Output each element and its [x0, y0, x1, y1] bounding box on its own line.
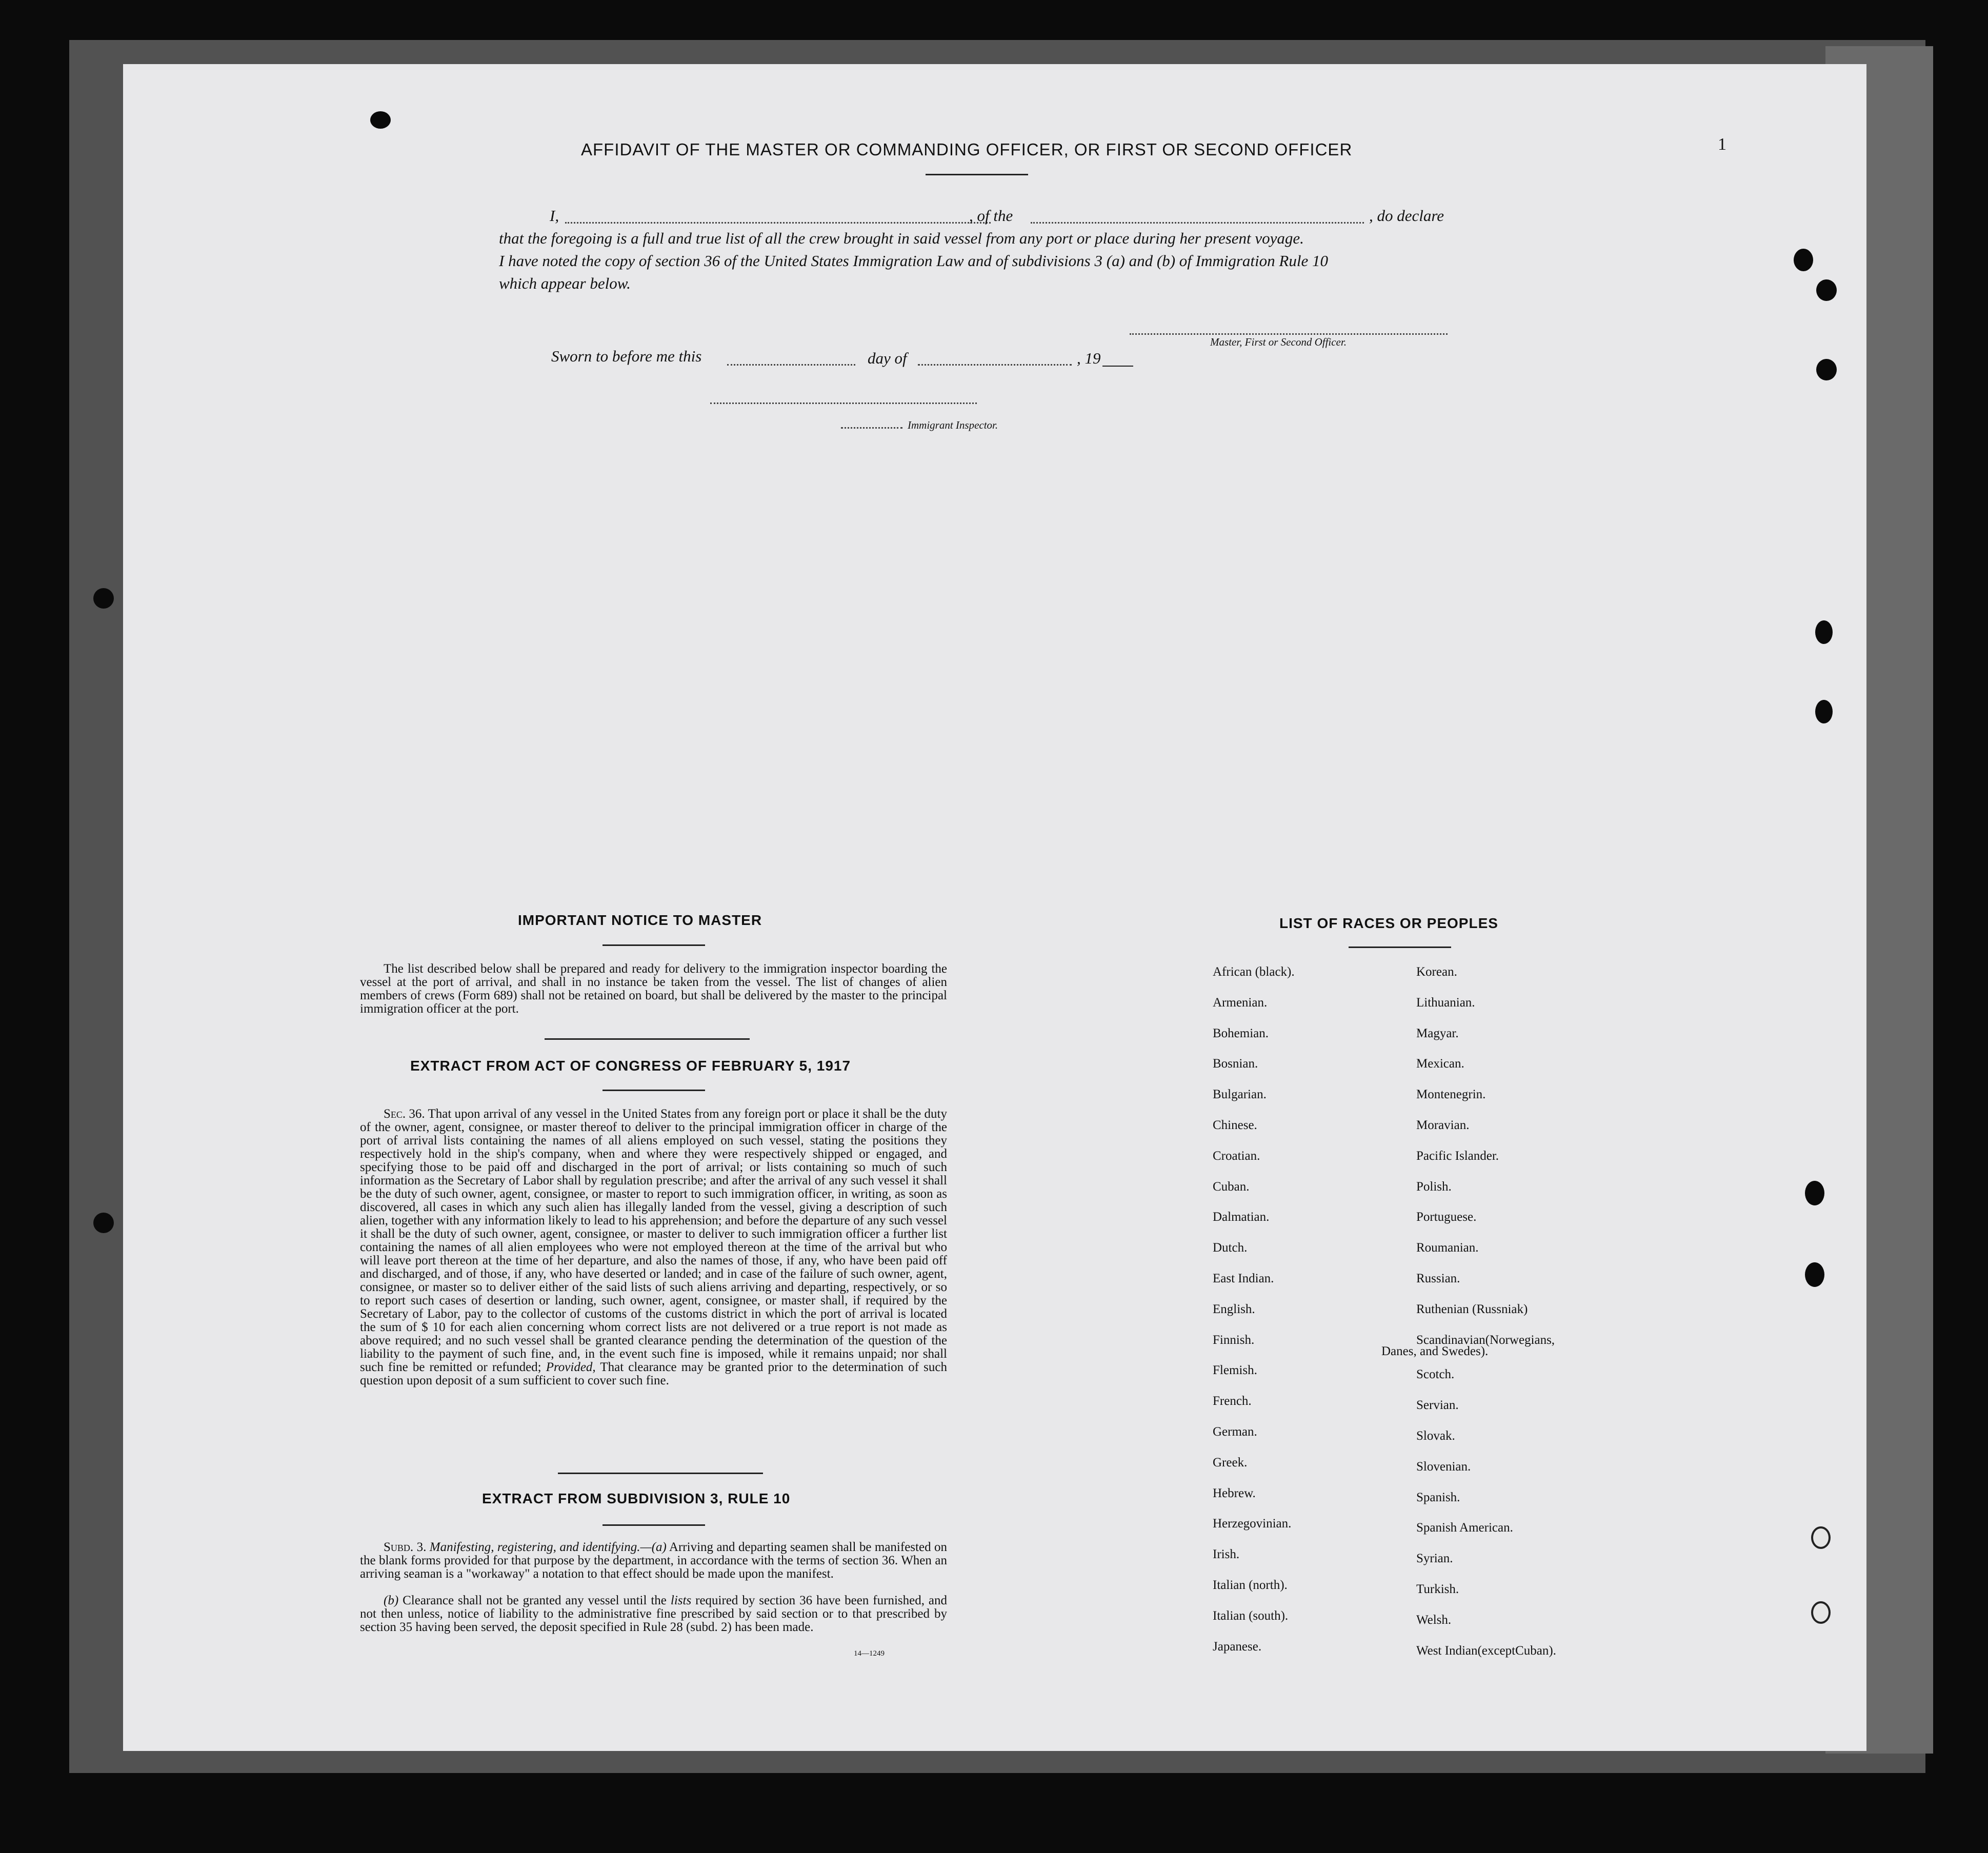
binder-hole-right-6	[1805, 1181, 1824, 1205]
binder-hole-right-1	[1794, 249, 1813, 271]
act-sec-label: Sec. 36.	[384, 1107, 425, 1121]
binder-hole-top-left	[370, 111, 391, 129]
race-item: Russian.	[1416, 1272, 1460, 1285]
race-item: Polish.	[1416, 1180, 1452, 1194]
master-signature-label: Master, First or Second Officer.	[1210, 336, 1347, 348]
rule-b-text-2: required by section 36 have been furnished, and not then unless, notice of liability to the administrative fine prescribed by said section or to that prescribed by section 35 having been served, the deposit specified in Rule 28 (subd. 2) has been made.	[360, 1594, 948, 1634]
page-number: 1	[1718, 135, 1726, 154]
year-blank[interactable]	[1102, 366, 1133, 367]
race-item: Pacific Islander.	[1416, 1149, 1499, 1163]
binder-hole-right-4	[1815, 620, 1833, 644]
race-item: Montenegrin.	[1416, 1087, 1486, 1101]
binder-hole-right-9	[1811, 1601, 1831, 1624]
vessel-blank-line[interactable]	[1031, 222, 1364, 224]
year-label: , 19	[1077, 349, 1101, 367]
affidavit-title: AFFIDAVIT OF THE MASTER OR COMMANDING OFFICER, OR FIRST OR SECOND OFFICER	[581, 140, 1353, 159]
race-item: Lithuanian.	[1416, 996, 1475, 1010]
affidavit-i-label: I,	[550, 207, 559, 225]
race-item: Korean.	[1416, 965, 1457, 979]
notice-heading: IMPORTANT NOTICE TO MASTER	[518, 912, 762, 928]
inspector-label: Immigrant Inspector.	[908, 419, 998, 431]
race-item: English.	[1213, 1302, 1255, 1316]
race-item: Italian (south).	[1213, 1609, 1289, 1623]
form-code: 14—1249	[854, 1649, 885, 1658]
race-item: Mexican.	[1416, 1057, 1464, 1071]
binder-hole-left-2	[93, 1213, 114, 1233]
rule-subd-title: Manifesting, registering, and identifying.—(a)	[429, 1540, 667, 1554]
section-divider-2	[558, 1473, 763, 1474]
act-provided-text: That clearance may be granted prior to the determination of such question upon deposit of a sum sufficient to cover such fine.	[360, 1360, 948, 1387]
race-item: Herzegovinian.	[1213, 1517, 1292, 1530]
race-item: Welsh.	[1416, 1613, 1452, 1627]
race-item: Irish.	[1213, 1547, 1240, 1561]
race-item: German.	[1213, 1425, 1257, 1439]
binder-hole-right-3	[1816, 359, 1837, 380]
act-text: That upon arrival of any vessel in the United States from any foreign port or place it shall be the duty of the owner, agent, consignee, or master thereof to deliver to the principal immigration officer in charge of the port of arrival lists containing the names of all aliens employed on such vessel, stating the positions they respectively hold in the ship's company, when and where they were respectively shipped or engaged, and specifying those to be paid off and discharged in the port of arrival; or lists containing so much of such information as the Secretary of Labor shall by regulation prescribe; and after the arrival of any such vessel it shall be the duty of such owner, agent, consignee, or master to report to such immigration officer, in writing, as soon as discovered, all cases in which any such alien has illegally landed from the vessel, giving a description of such alien, together with any information likely to lead to his apprehension; and before the departure of any such vessel it shall be the duty of such owner, agent, consignee, or master to deliver to such immigration officer a further list containing the names of all alien employees who were not employed thereon at the time of the arrival but who will leave port thereon at the time of her departure, and also the names of those, if any, who have been paid off and discharged, and of those, if any, who have deserted or landed; and in case of the failure of such owner, agent, consignee, or master so to deliver either of the said lists of such aliens arriving and departing, respectively, or so to report such cases of desertion or landing, such owner, agent, consignee, or master shall, if required by the Secretary of Labor, pay to the collector of customs of the customs district in which the port of arrival is located the sum of $ 10 for each alien concerning whom correct lists are not delivered or a true report is not made as above required; and no such vessel shall be granted clearance pending the determination of the question of the liability to the payment of such fine, and, in the event such fine is imposed, while it remains unpaid; nor shall such fine be remitted or refunded;	[360, 1107, 947, 1374]
race-item: Flemish.	[1213, 1363, 1257, 1377]
binder-hole-right-7	[1805, 1262, 1824, 1287]
day-of-label: day of	[868, 349, 907, 367]
rule-b-label: (b)	[384, 1594, 399, 1607]
rule-b-block	[360, 1594, 947, 1634]
rule-b-lists: lists	[670, 1594, 692, 1607]
notice-text: The list described below shall be prepared and ready for delivery to the immigration inspector boarding the vessel at the port of arrival, and shall in no instance be taken from the vessel. The list of changes of alien members of crews (Form 689) shall not be retained on board, but shall be delivered by the master to the principal immigration officer at the port.	[360, 962, 947, 1016]
race-item: Chinese.	[1213, 1118, 1257, 1132]
rule-subd-text: Arriving and departing seamen shall be manifested on the blank forms provided for that purpose by the department, in accordance with the terms of section 36. When an arriving seaman is a "workaway" a notation to that effect should be made upon the manifest.	[360, 1540, 948, 1581]
race-item: Italian (north).	[1213, 1578, 1288, 1592]
race-item: Servian.	[1416, 1398, 1459, 1412]
race-item: Japanese.	[1213, 1640, 1262, 1654]
race-item: Dalmatian.	[1213, 1210, 1270, 1224]
race-item: Scandinavian(Norwegians,	[1416, 1333, 1555, 1347]
act-provided-label: Provided,	[546, 1360, 596, 1374]
race-item: Roumanian.	[1416, 1241, 1479, 1255]
races-heading: LIST OF RACES OR PEOPLES	[1279, 915, 1498, 931]
race-item: Magyar.	[1416, 1026, 1459, 1040]
master-signature-line[interactable]	[1130, 333, 1448, 335]
race-item: African (black).	[1213, 965, 1295, 979]
race-item: Moravian.	[1416, 1118, 1470, 1132]
act-heading-rule	[603, 1090, 705, 1091]
binder-hole-right-8	[1811, 1526, 1831, 1549]
affidavit-do-declare: , do declare	[1369, 207, 1444, 225]
sworn-day-blank[interactable]	[727, 364, 855, 366]
race-item: Slovenian.	[1416, 1460, 1471, 1474]
race-item: Portuguese.	[1416, 1210, 1477, 1224]
race-item: Spanish.	[1416, 1491, 1460, 1504]
affidavit-line-3: I have noted the copy of section 36 of the United States Immigration Law and of subdivisions 3 (a) and (b) of Immigration Rule 10	[499, 252, 1328, 270]
sworn-label: Sworn to before me this	[551, 347, 702, 365]
race-item: Syrian.	[1416, 1552, 1453, 1565]
race-item: Bohemian.	[1213, 1026, 1269, 1040]
race-item: Cuban.	[1213, 1180, 1250, 1194]
race-item: Slovak.	[1416, 1429, 1455, 1443]
section-divider-1	[545, 1038, 750, 1040]
binder-hole-right-2	[1816, 279, 1837, 301]
affidavit-line-4: which appear below.	[499, 274, 631, 292]
sworn-month-blank[interactable]	[918, 364, 1072, 366]
race-item: West Indian(exceptCuban).	[1416, 1644, 1556, 1658]
race-item: Hebrew.	[1213, 1486, 1256, 1500]
document-page	[123, 64, 1866, 1751]
race-item: French.	[1213, 1394, 1252, 1408]
race-item: Ruthenian (Russniak)	[1416, 1302, 1528, 1316]
title-underline	[926, 174, 1028, 175]
name-blank-line[interactable]	[565, 222, 991, 224]
inspector-label-leader	[841, 427, 902, 429]
rule-heading: EXTRACT FROM SUBDIVISION 3, RULE 10	[482, 1491, 791, 1506]
race-item: Bosnian.	[1213, 1057, 1258, 1071]
rule-subd-label: Subd. 3.	[384, 1540, 427, 1554]
rule-subd-block	[360, 1541, 947, 1581]
affidavit-line-2: that the foregoing is a full and true list of all the crew brought in said vessel from any port or place during her present voyage.	[499, 229, 1304, 247]
races-heading-rule	[1349, 946, 1451, 948]
race-item: Spanish American.	[1416, 1521, 1513, 1535]
race-item: Armenian.	[1213, 996, 1268, 1010]
notice-heading-rule	[603, 944, 705, 946]
inspector-signature-line[interactable]	[710, 402, 977, 404]
race-scandinavian-continuation: Danes, and Swedes).	[1381, 1344, 1489, 1358]
race-item: Dutch.	[1213, 1241, 1248, 1255]
act-text-block	[360, 1107, 947, 1387]
binder-hole-left-1	[93, 588, 114, 609]
affidavit-of-the: , of the	[969, 207, 1013, 225]
race-item: Croatian.	[1213, 1149, 1260, 1163]
rule-b-text-1: Clearance shall not be granted any vessel until the	[403, 1594, 667, 1607]
race-item: Bulgarian.	[1213, 1087, 1267, 1101]
race-item: East Indian.	[1213, 1272, 1274, 1285]
race-item: Greek.	[1213, 1456, 1248, 1469]
act-heading: EXTRACT FROM ACT OF CONGRESS OF FEBRUARY 5, 1917	[410, 1058, 851, 1074]
race-item: Scotch.	[1416, 1367, 1455, 1381]
race-item: Turkish.	[1416, 1582, 1459, 1596]
rule-heading-rule	[603, 1524, 705, 1526]
race-item: Finnish.	[1213, 1333, 1255, 1347]
binder-hole-right-5	[1815, 700, 1833, 723]
